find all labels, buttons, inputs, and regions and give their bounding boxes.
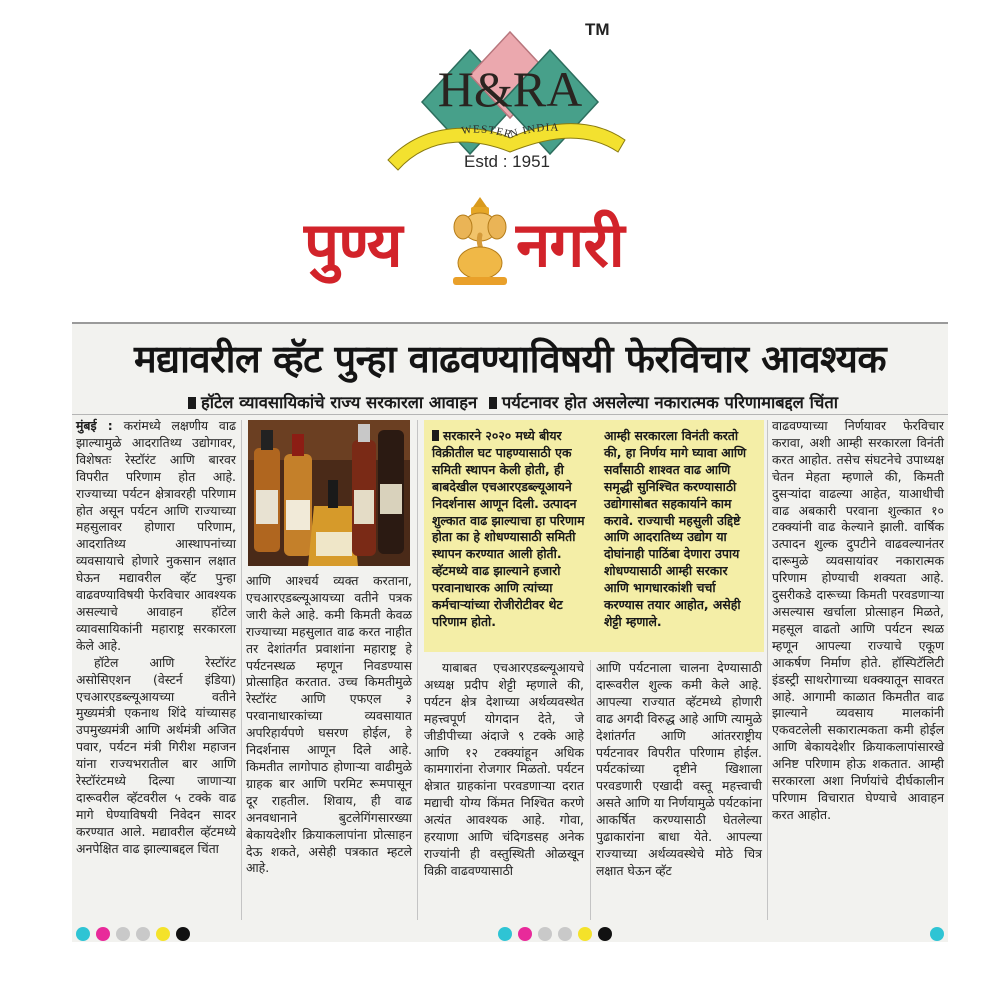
col1-para-1: करांमध्ये लक्षणीय वाढ झाल्यामुळे आदरातिथ्य उद्योगावर, विशेषतः रेस्टॉरंट आणि बारवर विपरीत परिणाम होत आहे. राज्याच्या पर्यटन क्षेत्रावरही परिणाम होत असून पर्यटन आणि राज्याच्या महसुलावर होणारा परिणाम, आदरातिथ्य आस्थापनांच्या व्यवसायाचे होणारे नुकसान लक्षात घेऊन मद्यावरील व्हॅट पुन्हा वाढवण्याविषयी फेरविचार आवश्यक असल्याचे आवाहन हॉटेल व्यावसायिकांनी महाराष्ट्र सरकारला केले आहे. [76,418,236,653]
masthead-left-word: पुण्य [304,208,402,281]
highlight-box-right [604,428,756,631]
trademark-mark: TM [585,20,610,39]
registration-dot-black [176,927,190,941]
box-left-text: सरकारने २०२० मध्ये बीयर विक्रीतील घट पाहण्यासाठी एक समिती स्थापन केली होती, ही बाबदेखील एचआरएडब्ल्यूआयने निदर्शनास आणून दिली. उत्पादन शुल्कात वाढ झाल्याचा हा परिणाम होता का हे शोधण्यासाठी समिती स्थापन करण्यात आली होती. व्हॅटमध्ये वाढ झाल्याने हजारो परवानाधारक आणि त्यांच्या कर्मचाऱ्यांच्या रोजीरोटीवर थेट परिणाम होतो. [432,428,585,629]
article-column-4 [596,660,762,880]
article-column-3 [424,660,584,880]
registration-dot-grey [558,927,572,941]
col4-para: आणि पर्यटनाला चालना देण्यासाठी दारूवरील शुल्क कमी केले आहे. आपल्या राज्यात व्हॅटमध्ये होणारी वाढ अगदी विरुद्ध आहे आणि त्यामुळे देशांतर्गत आणि आंतरराष्ट्रीय पर्यटनावर विपरीत परिणाम होईल. पर्यटकांच्या दृष्टीने खिशाला परवडणारी एखादी वस्तू महत्त्वाची असते आणि या निर्णयामुळे पर्यटकांना आकर्षित करण्यासाठी घेतलेल्या पुढाकारांना बाधा येते. आपल्या राज्याच्या अर्थव्यवस्थेचे मोठे चित्र लक्षात घेऊन व्हॅट [596,660,762,878]
registration-dot-yellow [578,927,592,941]
logo-brand-text: H&RA [437,61,583,117]
column-divider [417,420,418,920]
col2-para: आणि आश्चर्य व्यक्त करताना, एचआरएडब्ल्यूआयच्या वतीने पत्रक जारी केले आहे. कमी किमती केवळ राज्याच्या महसुलात वाढ करत नाहीत तर देशांतर्गत प्रवाशांना महाराष्ट्र हे पर्यटनस्थळ म्हणून निवडण्यास प्रोत्साहित करतात. उच्च किमतीमुळे रेस्टॉरंट आणि एफएल ३ परवानाधारकांच्या व्यवसायात अपरिहार्यपणे घसरण होईल, हे निदर्शनास आणून दिले आहे. किमतीत लागोपाठ होणाऱ्या वाढीमुळे ग्राहक बार आणि परमिट रूमपासून दूर राहतील. शिवाय, ही वाढ अनवधानाने बुटलेगिंगसारख्या बेकायदेशीर क्रियाकलापांना प्रोत्साहन देऊ शकते, असेही पत्रकात म्हटले आहे. [246,573,412,876]
logo-established: Estd : 1951 [463,152,550,171]
column-divider [767,420,768,920]
column-divider [241,420,242,920]
newspaper-masthead [300,195,700,295]
highlight-box-left [432,428,588,631]
registration-dot-grey [538,927,552,941]
subhead-rule [72,414,948,415]
bullet-square-icon [432,430,439,441]
registration-dot-cyan [930,927,944,941]
box-right-text: आम्ही सरकारला विनंती करतो की, हा निर्णय मागे घ्यावा आणि सर्वांसाठी शाश्वत वाढ आणि समृद्धी सुनिश्चित करण्यासाठी उद्योगासोबत सहकार्याने काम करावे. राज्याची महसुली उद्दिष्टे आणि आदरातिथ्य उद्योग या दोघांनाही पाठिंबा देणारा उपाय शोधण्यासाठी आम्ही सरकार आणि भागधारकांशी चर्चा करण्यास तयार आहोत, असेही शेट्टी म्हणाले. [604,428,747,629]
col3-para: याबाबत एचआरएडब्ल्यूआयचे अध्यक्ष प्रदीप शेट्टी म्हणाले की, पर्यटन क्षेत्र देशाच्या अर्थव्यवस्थेत महत्त्वपूर्ण योगदान देते, जे जीडीपीच्या अंदाजे ९ टक्के आहे आणि १२ टक्क्यांहून अधिक कामगारांना रोजगार मिळतो. पर्यटन क्षेत्रात ग्राहकांना परवडणाऱ्या दरात मद्याची योग्य किंमत निश्चित करणे अत्यंत आवश्यक आहे. गोवा, हरयाणा आणि चंदिगडसह अनेक राज्यांनी ही वस्तुस्थिती ओळखून विक्री वाढवण्यासाठी [424,660,584,878]
bullet-square-icon [188,397,196,409]
article-column-2 [246,573,412,877]
registration-dot-magenta [518,927,532,941]
logo-tagline: WESTERN INDIA [460,121,560,142]
registration-dot-grey [116,927,130,941]
masthead-right-word: नगरी [516,208,624,281]
subhead-1: हॉटेल व्यावसायिकांचे राज्य सरकारला आवाहन [200,393,478,412]
registration-dot-grey [136,927,150,941]
dateline: मुंबई : [76,418,113,433]
top-rule [72,322,948,324]
registration-dot-magenta [96,927,110,941]
article-subheads [72,390,948,413]
article-headline: मद्यावरील व्हॅट पुन्हा वाढवण्याविषयी फेरविचार आवश्यक [133,337,887,381]
col5-para: वाढवण्याच्या निर्णयावर फेरविचार करावा, अशी आम्ही सरकारला विनंती करत आहोत. तसेच संघटनेचे उपाध्यक्ष चेतन मेहता म्हणाले की, किमती दुसऱ्यांदा वाढल्या आहेत, याआधीची वाढ अबकारी परवाना शुल्कात १० टक्क्यांनी वाढ केल्याने झाली. वार्षिक उत्पादन शुल्क दुपटीने वाढवल्यानंतर दारूमुळे व्यवसायांवर नकारात्मक परिणाम होण्याची शक्यता आहे. दुसरीकडे दारूच्या किमती परवडणाऱ्या असल्यास खर्चाला प्रोत्साहन मिळते, महसूल वाढतो आणि पर्यटन स्थळ म्हणून आपल्या राज्याचे एकूण आकर्षण निर्माण होते. हॉस्पिटॅलिटी इंडस्ट्री साथरोगाच्या धक्क्यातून सावरत आहे. आगामी काळात किमतीत वाढ झाल्याने व्यवसाय मालकांनी एकवटलेली सकारात्मकता कमी होईल आणि बेकायदेशीर क्रियाकलापांसारखे अनिष्ट परिणाम होऊ शकतात. आम्ही सरकारला अशा निर्णयांचे दीर्घकालीन परिणाम विचारात घेण्याचे आवाहन करत आहोत. [772,418,944,822]
registration-dot-cyan [498,927,512,941]
column-divider [590,660,591,920]
bullet-square-icon [489,397,497,409]
registration-dot-black [598,927,612,941]
article-column-1 [76,418,236,858]
article-column-5 [772,418,944,824]
ganesha-emblem-icon [441,195,519,287]
registration-dot-cyan [76,927,90,941]
liquor-bottles-photo [248,420,410,566]
col1-para-2: हॉटेल आणि रेस्टॉरंट असोसिएशन (वेस्टर्न इंडिया) एचआरएडब्ल्यूआयच्या वतीने मुख्यमंत्री एकनाथ शिंदे यांच्यासह उपमुख्यमंत्री आणि अर्थमंत्री अजित पवार, पर्यटन मंत्री गिरीश महाजन यांना राज्यभरातील बार आणि रेस्टॉरंटमध्ये दिल्या जाणाऱ्या दारूवरील व्हॅटवरील ५ टक्के वाढ मागे घेण्याविषयी निवेदन सादर करण्यात आले. मद्यावरील व्हॅटमध्ये अनपेक्षित वाढ झाल्याबद्दल चिंता [76,654,236,856]
registration-dot-yellow [156,927,170,941]
subhead-2: पर्यटनावर होत असलेल्या नकारात्मक परिणामाबद्दल चिंता [501,393,839,412]
